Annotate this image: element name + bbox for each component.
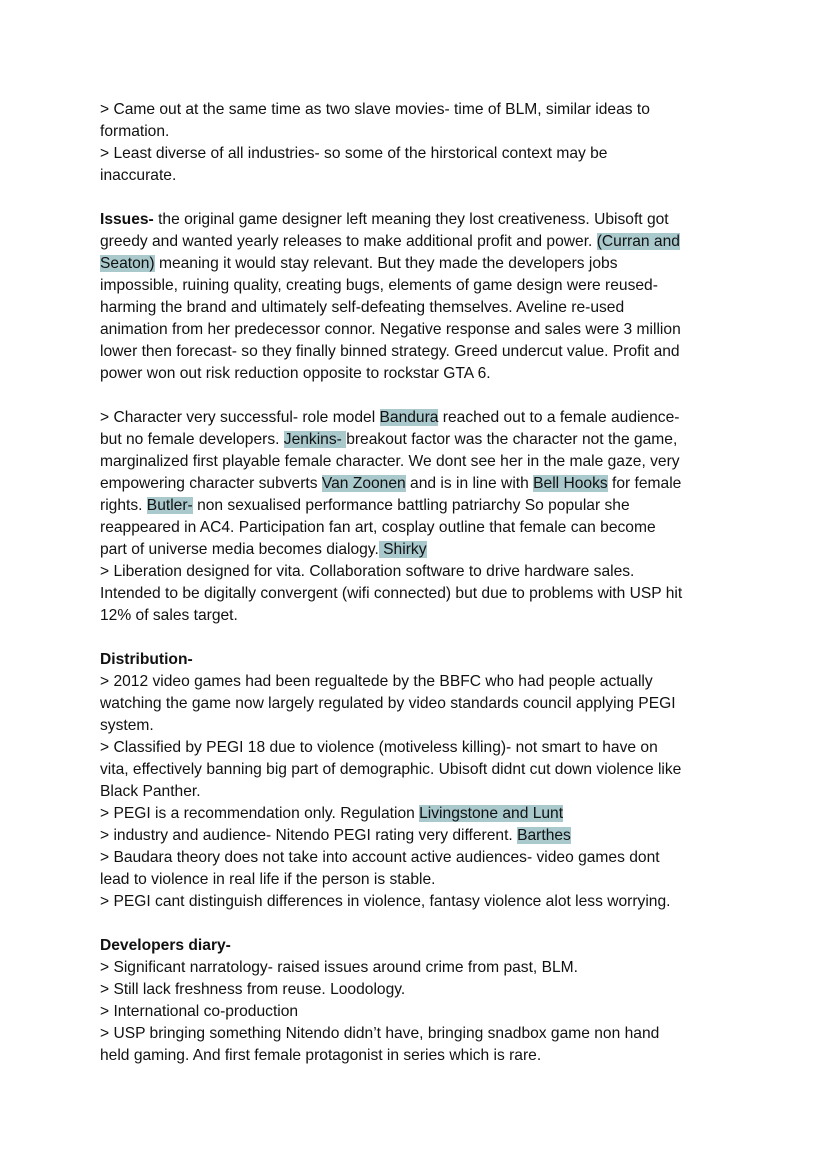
developers-text: held gaming. And first female protagonist in series which is rare. [100,1047,542,1064]
character-text: reached out to a female audience- [438,409,680,426]
character-text: but no female developers. [100,431,284,448]
issues-text: power won out risk reduction opposite to rockstar GTA 6. [100,365,491,382]
distribution-text: Black Panther. [100,783,201,800]
intro-line: > Least diverse of all industries- so some of the hirstorical context may be [100,145,608,162]
distribution-section [100,649,728,913]
distribution-heading: Distribution- [100,651,193,668]
distribution-text: system. [100,717,154,734]
citation-highlight: Barthes [517,827,571,844]
issues-text: impossible, ruining quality, creating bugs, elements of game design were reused- [100,277,658,294]
character-text: for female [607,475,682,492]
distribution-text: vita, effectively banning big part of demographic. Ubisoft didnt cut down violence like [100,761,682,778]
developers-text: > Significant narratology- raised issues around crime from past, BLM. [100,959,578,976]
issues-text: greedy and wanted yearly releases to make additional profit and power. [100,233,597,250]
issues-text: lower then forecast- so they finally binned strategy. Greed undercut value. Profit and [100,343,680,360]
issues-text: the original game designer left meaning they lost creativeness. Ubisoft got [153,211,669,228]
issues-text: harming the brand and ultimately self-defeating themselves. Aveline re-used [100,299,625,316]
issues-heading: Issues- [100,211,154,228]
distribution-text: > Baudara theory does not take into account active audiences- video games dont [100,849,660,866]
issues-section [100,209,728,385]
intro-line: formation. [100,123,170,140]
character-text: reappeared in AC4. Participation fan art, cosplay outline that female can become [100,519,656,536]
character-text: marginalized first playable female character. We dont see her in the male gaze, very [100,453,680,470]
distribution-text: > Classified by PEGI 18 due to violence (motiveless killing)- not smart to have on [100,739,658,756]
distribution-text: > PEGI cant distinguish differences in violence, fantasy violence alot less worrying. [100,893,671,910]
developers-section [100,935,728,1067]
citation-highlight: Seaton) [100,255,155,272]
developers-heading: Developers diary- [100,937,231,954]
intro-line: > Came out at the same time as two slave movies- time of BLM, similar ideas to [100,101,650,118]
citation-highlight: Bell Hooks [533,475,608,492]
citation-highlight: (Curran and [596,233,680,250]
issues-text: animation from her predecessor connor. Negative response and sales were 3 million [100,321,681,338]
character-text: empowering character subverts [100,475,322,492]
character-section [100,407,728,627]
character-text: breakout factor was the character not the game, [346,431,678,448]
character-text: rights. [100,497,147,514]
citation-highlight: Shirky [378,541,427,558]
distribution-text: lead to violence in real life if the person is stable. [100,871,436,888]
citation-highlight: Livingstone and Lunt [419,805,564,822]
character-text: non sexualised performance battling patriarchy So popular she [192,497,630,514]
character-text: > Character very successful- role model [100,409,380,426]
distribution-text: > PEGI is a recommendation only. Regulation [100,805,420,822]
character-text: > Liberation designed for vita. Collaboration software to drive hardware sales. [100,563,635,580]
character-text: 12% of sales target. [100,607,238,624]
character-text: and is in line with [405,475,534,492]
citation-highlight: Bandura [379,409,439,426]
developers-text: > Still lack freshness from reuse. Loodology. [100,981,406,998]
distribution-text: > industry and audience- Nitendo PEGI rating very different. [100,827,518,844]
character-text: part of universe media becomes dialogy. [100,541,379,558]
distribution-text: > 2012 video games had been regualtede by the BBFC who had people actually [100,673,653,690]
citation-highlight: Jenkins- [283,431,347,448]
intro-section [100,99,728,187]
distribution-text: watching the game now largely regulated by video standards council applying PEGI [100,695,676,712]
developers-text: > USP bringing something Nitendo didn’t have, bringing snadbox game non hand [100,1025,660,1042]
character-text: Intended to be digitally convergent (wifi connected) but due to problems with USP hit [100,585,683,602]
citation-highlight: Van Zoonen [321,475,406,492]
issues-text: meaning it would stay relevant. But they made the developers jobs [154,255,618,272]
developers-text: > International co-production [100,1003,299,1020]
citation-highlight: Butler- [146,497,193,514]
intro-line: inaccurate. [100,167,177,184]
